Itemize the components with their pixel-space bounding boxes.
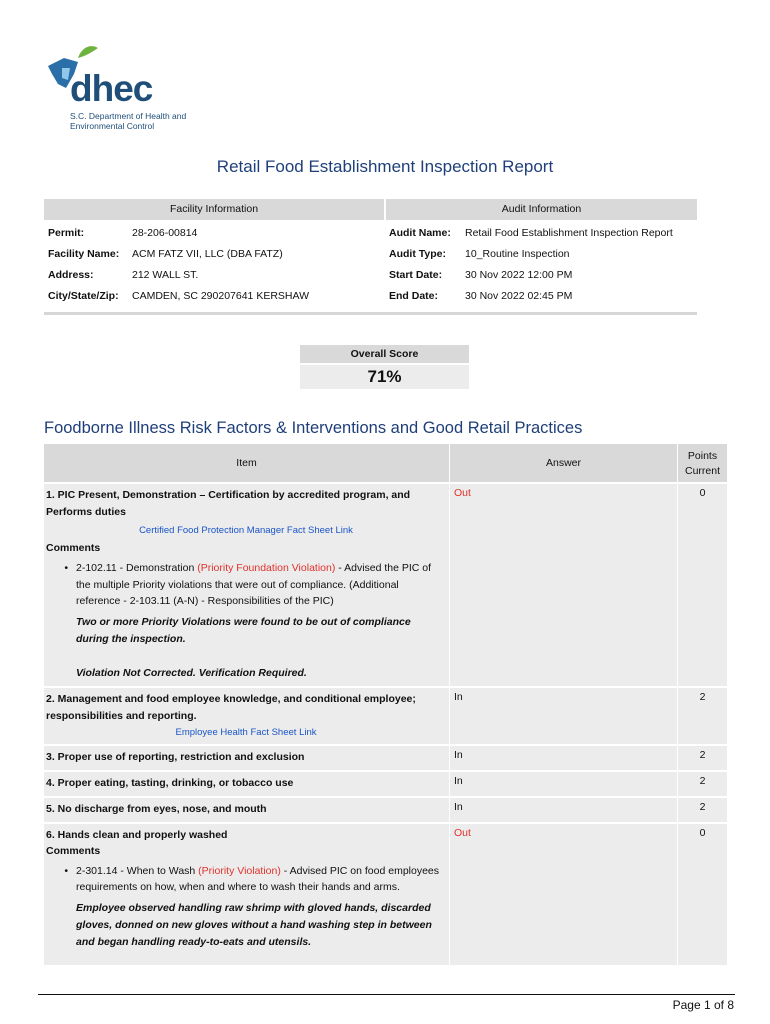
- field-value: 212 WALL ST.: [132, 268, 199, 281]
- points-header-line1: Points: [687, 449, 718, 462]
- item-label: 6. Hands clean and properly washed: [46, 828, 228, 841]
- field-value: Retail Food Establishment Inspection Report: [465, 227, 673, 240]
- field-label: Audit Name:: [389, 227, 451, 240]
- field-value: 28-206-00814: [132, 227, 198, 240]
- field-label: Audit Type:: [389, 248, 446, 261]
- field-value: 30 Nov 2022 02:45 PM: [465, 289, 573, 302]
- report-title: Retail Food Establishment Inspection Report: [216, 157, 554, 176]
- item-label: 4. Proper eating, tasting, drinking, or tobacco use: [46, 776, 294, 789]
- field-label: City/State/Zip:: [48, 289, 119, 302]
- item-cell: [44, 688, 449, 744]
- answer-cell: In: [450, 772, 677, 796]
- item-cell: [44, 772, 449, 796]
- item-label: 1. PIC Present, Demonstration – Certification by accredited program, and Performs duties: [46, 489, 411, 518]
- audit-row: [389, 223, 673, 244]
- violation-type: (Priority Violation): [198, 864, 281, 877]
- facility-row: [44, 265, 389, 286]
- inspector-note: Employee observed handling raw shrimp with gloved hands, discarded gloves, donned on new gloves without a hand washing step in between and began handling ready-to-eats and utensils.: [76, 901, 432, 948]
- column-header-item: Item: [44, 444, 449, 482]
- section-title: Foodborne Illness Risk Factors & Interventions and Good Retail Practices: [44, 419, 583, 437]
- table-row: [44, 744, 727, 770]
- table-row: [44, 796, 727, 822]
- audit-row: [389, 285, 673, 306]
- logo-subtitle-line2: Environmental Control: [70, 121, 155, 131]
- table-row: [44, 822, 727, 965]
- field-label: End Date:: [389, 289, 439, 302]
- answer-cell: Out: [450, 824, 677, 965]
- facility-info: [44, 223, 389, 306]
- answer-cell: In: [450, 688, 677, 744]
- audit-row: [389, 265, 673, 286]
- page-number: Page 1 of 8: [672, 998, 734, 1012]
- points-cell: 2: [678, 772, 727, 796]
- points-cell: 2: [678, 746, 727, 770]
- facility-row: [44, 244, 389, 265]
- table-row: [44, 770, 727, 796]
- overall-score-box: [300, 345, 469, 389]
- item-cell: [44, 484, 449, 686]
- logo-subtitle-line1: S.C. Department of Health and: [70, 111, 187, 121]
- fact-sheet-link[interactable]: Employee Health Fact Sheet Link: [175, 726, 317, 738]
- field-label: Address:: [48, 268, 94, 281]
- answer-cell: Out: [450, 484, 677, 686]
- points-cell: 0: [678, 484, 727, 686]
- points-cell: 2: [678, 798, 727, 822]
- comment-text: [76, 560, 446, 610]
- points-header-line2: Current: [684, 464, 720, 477]
- audit-row: [389, 244, 673, 265]
- comment-text: [76, 863, 446, 896]
- answer-cell: In: [450, 746, 677, 770]
- facility-info-header: Facility Information: [44, 199, 386, 220]
- logo-subtitle: [70, 111, 186, 131]
- item-cell: [44, 824, 449, 965]
- item-label: 2. Management and food employee knowledge, and conditional employee; responsibilities and reporting.: [46, 692, 416, 722]
- fact-sheet-link[interactable]: Certified Food Protection Manager Fact Sheet Link: [139, 525, 353, 536]
- field-value: ACM FATZ VII, LLC (DBA FATZ): [132, 248, 283, 261]
- points-cell: 0: [678, 824, 727, 965]
- info-header: [44, 199, 697, 220]
- table-header: [44, 444, 727, 482]
- overall-score-label: Overall Score: [300, 345, 469, 363]
- comment-detail: - Advised the PIC of the multiple Priority violations that were out of compliance. (Additional reference - 2-103.11 (A-N) - Responsibilities of the PIC): [76, 562, 432, 607]
- inspection-table: [44, 444, 727, 965]
- correction-note: Violation Not Corrected. Verification Required.: [76, 666, 307, 679]
- comments-label: Comments: [46, 542, 101, 554]
- points-cell: 2: [678, 688, 727, 744]
- item-cell: [44, 798, 449, 822]
- violation-type: (Priority Foundation Violation): [197, 562, 336, 574]
- comment-code: 2-301.14 - When to Wash: [76, 864, 199, 877]
- audit-info-header: Audit Information: [501, 203, 582, 215]
- footer-divider: [38, 994, 735, 995]
- comment-code: 2-102.11 - Demonstration: [76, 562, 198, 574]
- comments-label: Comments: [46, 844, 101, 857]
- table-row: [44, 686, 727, 744]
- audit-info: [389, 223, 673, 306]
- item-label: 3. Proper use of reporting, restriction and exclusion: [46, 750, 305, 763]
- bullet-dot: •: [64, 562, 68, 574]
- table-row: [44, 482, 727, 686]
- field-value: 30 Nov 2022 12:00 PM: [465, 268, 573, 281]
- item-label: 5. No discharge from eyes, nose, and mouth: [46, 802, 267, 815]
- column-header-points: [678, 444, 727, 482]
- info-body: [44, 220, 697, 312]
- facility-row: [44, 223, 389, 244]
- logo-wordmark: dhec: [70, 68, 153, 109]
- field-label: Facility Name:: [48, 248, 120, 261]
- field-label: Permit:: [48, 227, 85, 240]
- bullet-dot: •: [64, 864, 68, 877]
- comment-bullet: [46, 560, 446, 610]
- field-value: CAMDEN, SC 290207641 KERSHAW: [132, 289, 310, 302]
- field-value: 10_Routine Inspection: [465, 248, 570, 261]
- field-label: Start Date:: [389, 268, 443, 281]
- column-header-answer: Answer: [450, 444, 677, 482]
- comment-bullet: [46, 863, 446, 896]
- comment-detail: - Advised PIC on food employees requirements on how, when and where to wash their hands and arms.: [76, 864, 440, 893]
- answer-cell: In: [450, 798, 677, 822]
- item-cell: [44, 746, 449, 770]
- inspector-note: Two or more Priority Violations were found to be out of compliance during the inspection.: [76, 615, 411, 645]
- facility-row: [44, 285, 389, 306]
- info-panel: [44, 199, 697, 315]
- overall-score-value: 71%: [300, 363, 469, 389]
